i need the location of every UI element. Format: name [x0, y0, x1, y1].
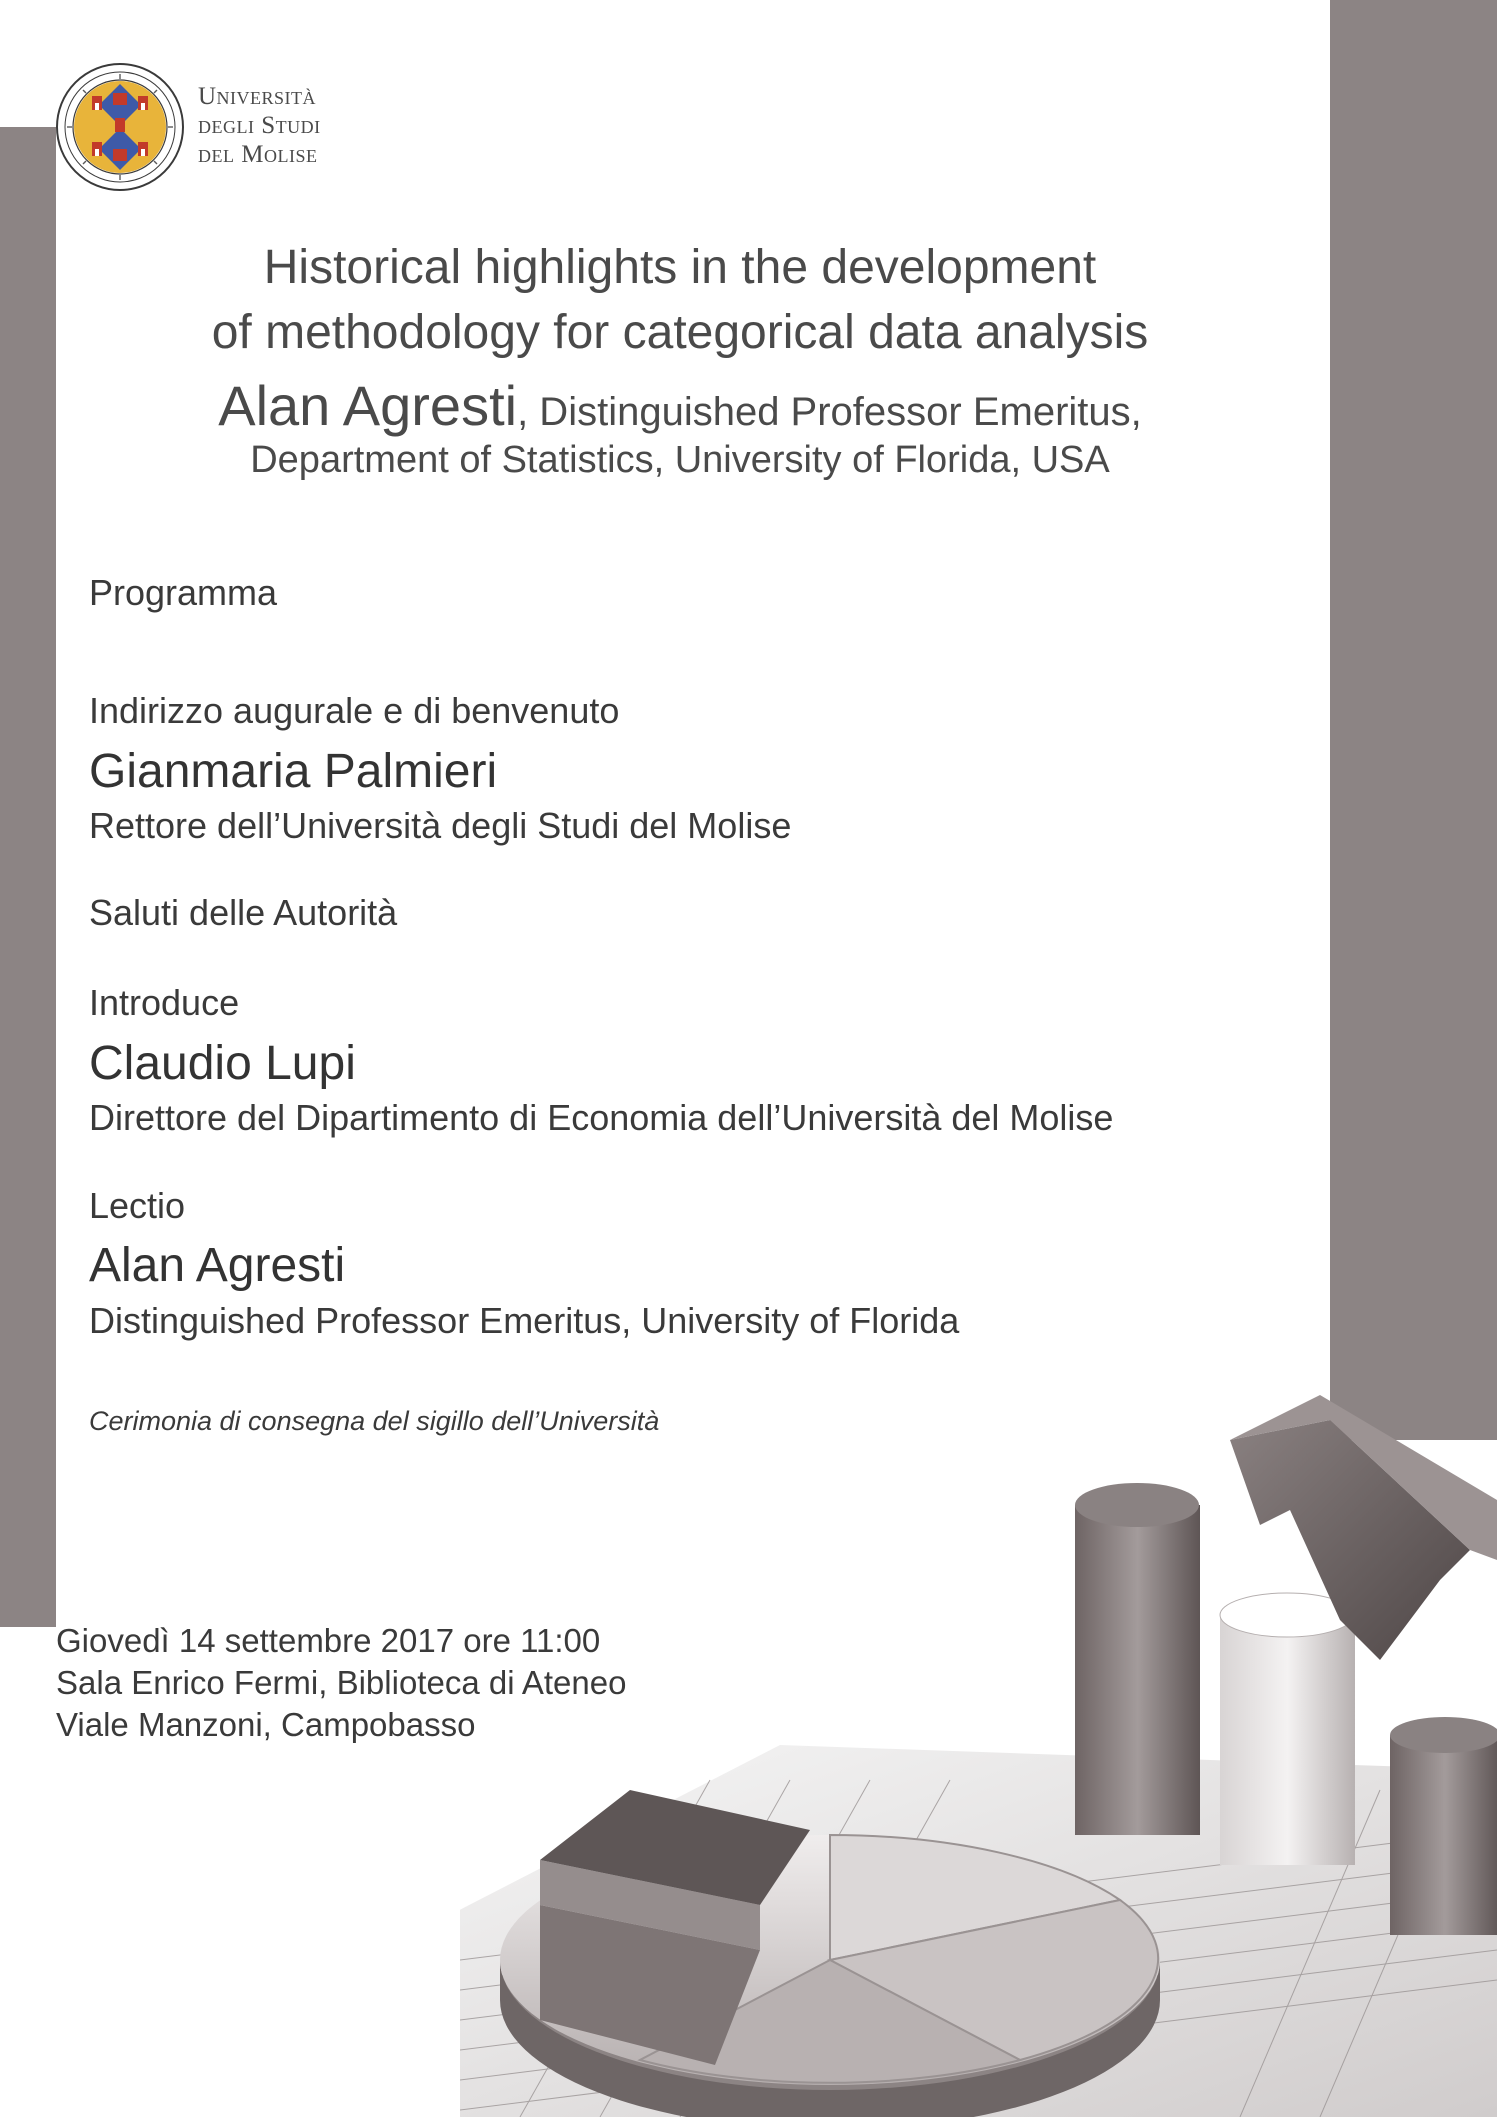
- decorative-chart-illustration: [460, 1360, 1497, 2117]
- introduction-speaker-name: Claudio Lupi: [89, 1037, 356, 1090]
- lecture-title-line-2: of methodology for categorical data analysis: [211, 306, 1149, 359]
- lecture-title-line-1: Historical highlights in the development: [263, 241, 1097, 294]
- lectio-speaker-role: Distinguished Professor Emeritus, University of Florida: [89, 1300, 960, 1341]
- university-name-line-1: Università: [198, 83, 317, 110]
- ceremony-note: Cerimonia di consegna del sigillo dell’Università: [89, 1406, 660, 1436]
- introduction-label: Introduce: [89, 982, 240, 1023]
- university-name: [198, 82, 321, 169]
- event-venue: Sala Enrico Fermi, Biblioteca di Ateneo: [56, 1664, 627, 1701]
- speaker-name: Alan Agresti: [218, 374, 518, 437]
- welcome-speaker-name: Gianmaria Palmieri: [89, 745, 498, 798]
- welcome-label: Indirizzo augurale e di benvenuto: [89, 690, 620, 731]
- lectio-label: Lectio: [89, 1185, 186, 1226]
- speaker-role: , Distinguished Professor Emeritus,: [517, 390, 1142, 434]
- event-date: Giovedì 14 settembre 2017 ore 11:00: [56, 1622, 601, 1659]
- university-name-line-3: del Molise: [198, 141, 318, 168]
- event-address: Viale Manzoni, Campobasso: [56, 1706, 476, 1743]
- welcome-speaker-role: Rettore dell’Università degli Studi del Molise: [89, 805, 792, 846]
- lectio-speaker-name: Alan Agresti: [89, 1239, 346, 1292]
- greetings-label: Saluti delle Autorità: [89, 892, 398, 933]
- introduction-speaker-role: Direttore del Dipartimento di Economia dell’Università del Molise: [89, 1097, 1114, 1138]
- right-decorative-band: [1330, 0, 1497, 1440]
- programme-heading: Programma: [89, 572, 278, 613]
- university-name-line-2: degli Studi: [198, 112, 321, 139]
- speaker-line: [0, 373, 1360, 438]
- speaker-department: Department of Statistics, University of Florida, USA: [250, 439, 1110, 481]
- university-seal-logo: [55, 62, 185, 192]
